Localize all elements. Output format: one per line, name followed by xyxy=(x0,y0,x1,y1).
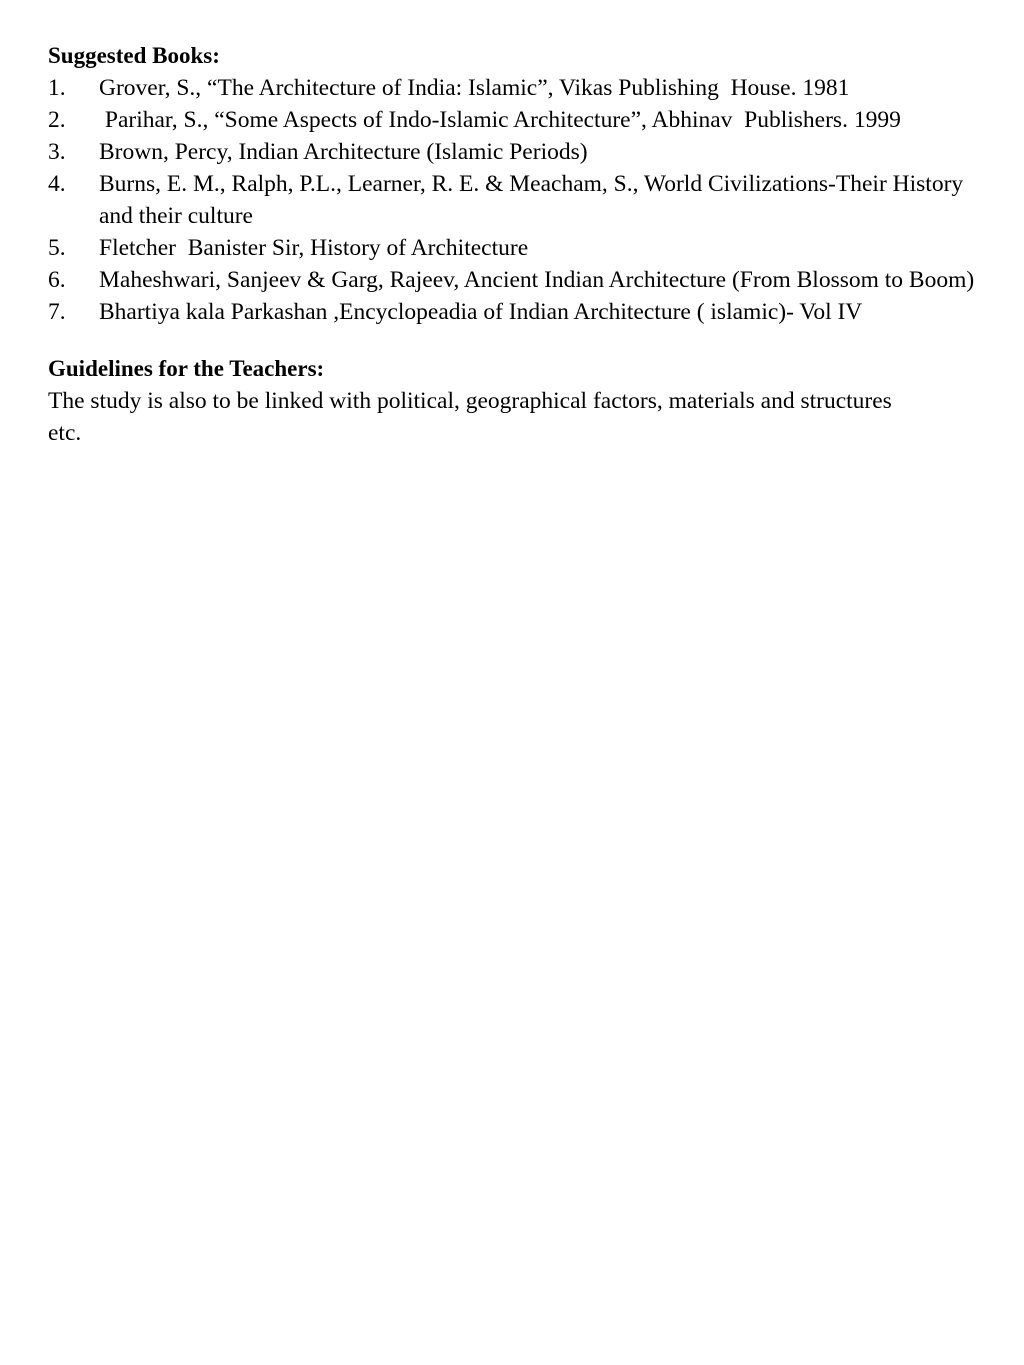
book-item-2 xyxy=(48,104,998,136)
book-item-5 xyxy=(48,232,998,264)
book-citation: Fletcher Banister Sir, History of Architecture xyxy=(99,235,529,261)
book-citation: Brown, Percy, Indian Architecture (Islamic Periods) xyxy=(99,139,588,165)
book-item-7 xyxy=(48,296,998,328)
guidelines-text: The study is also to be linked with political, geographical factors, materials and structures etc. xyxy=(48,388,892,446)
book-number: 2. xyxy=(48,107,66,133)
book-citation: Burns, E. M., Ralph, P.L., Learner, R. E. & Meacham, S., World Civilizations-Their History and their culture xyxy=(99,171,970,229)
book-citation: Maheshwari, Sanjeev & Garg, Rajeev, Ancient Indian Architecture (From Blossom to Boom) xyxy=(99,267,975,293)
book-item-6 xyxy=(48,264,998,296)
book-number: 3. xyxy=(48,139,66,165)
book-citation: Bhartiya kala Parkashan ,Encyclopeadia of Indian Architecture ( islamic)- Vol IV xyxy=(99,299,863,325)
book-number: 4. xyxy=(48,171,66,197)
book-list xyxy=(48,72,998,328)
book-item-4 xyxy=(48,168,998,232)
book-citation: Grover, S., “The Architecture of India: Islamic”, Vikas Publishing House. 1981 xyxy=(99,75,850,101)
book-number: 6. xyxy=(48,267,66,293)
book-item-3 xyxy=(48,136,998,168)
book-number: 7. xyxy=(48,299,66,325)
suggested-books-section xyxy=(48,40,998,328)
book-item-1 xyxy=(48,72,998,104)
book-number: 1. xyxy=(48,75,66,101)
book-citation: Parihar, S., “Some Aspects of Indo-Islamic Architecture”, Abhinav Publishers. 1999 xyxy=(99,107,901,133)
guidelines-heading: Guidelines for the Teachers: xyxy=(48,356,325,381)
book-number: 5. xyxy=(48,235,66,261)
document-page xyxy=(48,40,998,449)
guidelines-section xyxy=(48,353,998,449)
suggested-books-heading: Suggested Books: xyxy=(48,43,220,68)
